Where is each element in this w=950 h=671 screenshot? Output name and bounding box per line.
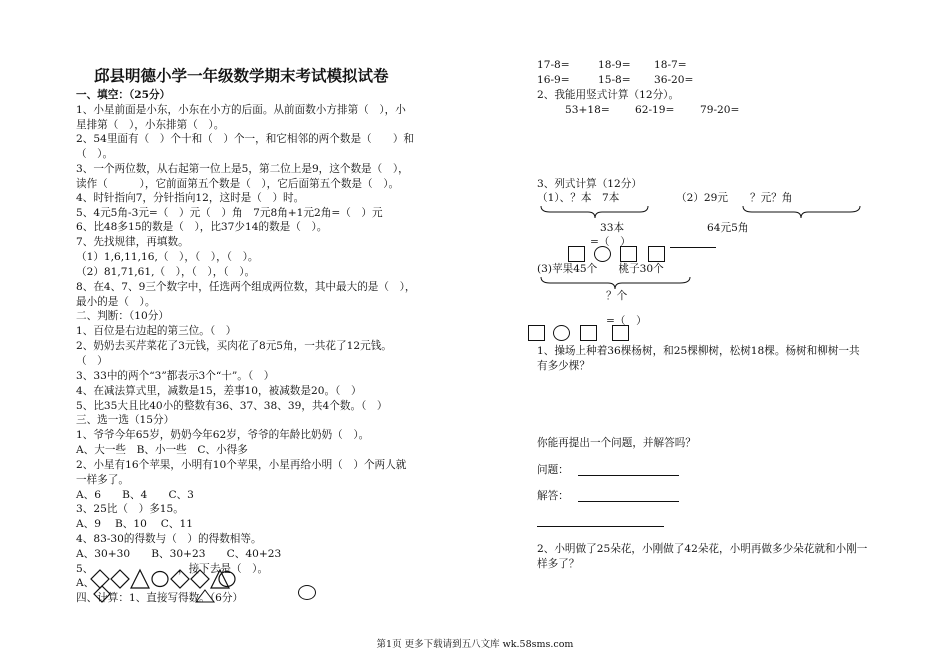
triangle-icon bbox=[196, 590, 214, 602]
answer-box[interactable] bbox=[580, 325, 597, 341]
section-judge-heading: 二、判断：（10分） bbox=[76, 310, 169, 322]
question-7-part-2: （2）81,71,61,（ ），（ ），（ ）。 bbox=[76, 266, 256, 278]
question-1-line-2: 星排第（ ），小东排第（ ）。 bbox=[76, 119, 225, 131]
answer-box[interactable] bbox=[528, 325, 545, 341]
diamond-icon bbox=[171, 570, 189, 588]
choice-4: 4、83-30的得数与（ ）的得数相等。 bbox=[76, 533, 262, 545]
choice-2-options: A、6 B、4 C、3 bbox=[76, 489, 194, 501]
application-1-line-1: 1、操场上种着36棵杨树，和25棵柳树，松树18棵。杨树和柳树一共 bbox=[537, 345, 860, 357]
answer-box[interactable] bbox=[620, 246, 637, 262]
answer-line bbox=[670, 247, 716, 248]
oral-calc-2: 18-9= bbox=[598, 59, 631, 71]
question-8-line-1: 8、在4、7、9三个数字中，任选两个组成两位数，其中最大的是（ ）， bbox=[76, 281, 416, 293]
judge-2-line-2: （ ） bbox=[76, 355, 108, 367]
choice-5-option-a: A、 bbox=[76, 577, 95, 589]
circle-icon bbox=[152, 572, 168, 587]
application-1-line-2: 有多少棵？ bbox=[537, 360, 590, 372]
triangle-icon bbox=[211, 570, 229, 588]
question-2-line-2: （ ）。 bbox=[76, 148, 114, 160]
oral-calc-6: 36-20= bbox=[654, 74, 694, 86]
problem-3-label: (3)苹果45个 桃子30个 bbox=[537, 263, 664, 275]
question-6: 6、比48多15的数是（ ），比37少14的数是（ ）。 bbox=[76, 221, 328, 233]
brace-problem-1 bbox=[540, 205, 650, 219]
word-calc-heading: 3、列式计算（12分） bbox=[537, 178, 642, 190]
vertical-calc-heading: 2、我能用竖式计算（12分）。 bbox=[537, 89, 680, 101]
application-2-line-2: 样多了？ bbox=[537, 558, 580, 570]
answer-label: 解答： bbox=[537, 490, 569, 502]
oral-calc-5: 15-8= bbox=[598, 74, 631, 86]
choice-3: 3、25比（ ）多15。 bbox=[76, 503, 184, 515]
shape-pattern bbox=[90, 568, 250, 608]
section-choice-heading: 三、选一选（15分） bbox=[76, 414, 175, 426]
question-7-part-1: （1）1,6,11,16,（ ），（ ），（ ）。 bbox=[76, 251, 259, 263]
problem-2-unknown: ？元？角 bbox=[750, 192, 793, 204]
question-3-line-2: 读作（ ），它前面第五个数是（ ），它后面第五个数是（ ）。 bbox=[76, 178, 400, 190]
oral-calc-1: 17-8= bbox=[537, 59, 570, 71]
problem-1-label: （1）、？本 7本 bbox=[537, 192, 620, 204]
vertical-calc-3: 79-20= bbox=[700, 104, 740, 116]
diamond-icon bbox=[94, 586, 110, 602]
triangle-icon bbox=[131, 570, 149, 588]
judge-2-line-1: 2、奶奶去买芹菜花了3元钱，买肉花了8元5角，一共花了12元钱。 bbox=[76, 340, 392, 352]
page-footer: 第1页 更多下载请到五八文库 wk.58sms.com bbox=[376, 639, 574, 650]
problem-2-total: 64元5角 bbox=[707, 222, 749, 234]
answer-box[interactable] bbox=[568, 246, 585, 262]
working-line bbox=[537, 526, 664, 527]
question-4: 4、时针指向7，分针指向12，这时是（ ）时。 bbox=[76, 192, 305, 204]
choice-5-suffix: ，接下去是（ ）。 bbox=[178, 563, 269, 575]
judge-1: 1、百位是右边起的第三位。（ ） bbox=[76, 325, 237, 337]
page-title: 邱县明德小学一年级数学期末考试模拟试卷 bbox=[94, 66, 389, 85]
diamond-icon bbox=[91, 570, 109, 588]
operator-circle[interactable] bbox=[553, 325, 570, 341]
equation-blank-2: =（ ） bbox=[606, 315, 647, 327]
diamond-icon bbox=[111, 570, 129, 588]
answer-box[interactable] bbox=[648, 246, 665, 262]
circle-icon bbox=[298, 585, 316, 600]
choice-2-line-2: 一样多了。 bbox=[76, 474, 129, 486]
judge-5: 5、比35大且比40小的整数有36、37、38、39，共4个数。（ ） bbox=[76, 400, 388, 412]
answer-box[interactable] bbox=[612, 325, 629, 341]
question-8-line-2: 最小的是（ ）。 bbox=[76, 296, 156, 308]
question-1-line-1: 1、小星前面是小东，小东在小方的后面。从前面数小方排第（ ），小 bbox=[76, 104, 406, 116]
problem-3-question: ？个 bbox=[606, 290, 628, 302]
application-2-line-1: 2、小明做了25朵花，小刚做了42朵花，小明再做多少朵花就和小刚一 bbox=[537, 543, 868, 555]
choice-3-options: A、9 B、10 C、11 bbox=[76, 518, 193, 530]
operator-circle[interactable] bbox=[594, 246, 611, 262]
question-2-line-1: 2、54里面有（ ）个十和（ ）个一，和它相邻的两个数是（ ）和 bbox=[76, 133, 415, 145]
choice-1-options: A、大一些 B、小一些 C、小得多 bbox=[76, 444, 248, 456]
question-3-line-1: 3、一个两位数，从右起第一位上是5，第二位上是9，这个数是（ ）， bbox=[76, 163, 409, 175]
choice-4-options: A、30+30 B、30+23 C、40+23 bbox=[76, 548, 282, 560]
diamond-icon bbox=[191, 570, 209, 588]
question-label: 问题： bbox=[537, 464, 569, 476]
vertical-calc-1: 53+18= bbox=[565, 104, 610, 116]
choice-1: 1、爷爷今年65岁，奶奶今年62岁，爷爷的年龄比奶奶（ ）。 bbox=[76, 429, 370, 441]
problem-2-price: （2）29元 bbox=[676, 192, 729, 204]
question-7: 7、先找规律，再填数。 bbox=[76, 236, 189, 248]
oral-calc-3: 18-7= bbox=[654, 59, 687, 71]
section-fill-blank-heading: 一、填空：（25分） bbox=[76, 89, 171, 101]
brace-problem-3 bbox=[540, 276, 700, 290]
answer-answer-line bbox=[578, 501, 679, 502]
judge-3: 3、33中的两个“3”都表示3个“十”。（ ） bbox=[76, 370, 275, 382]
vertical-calc-2: 62-19= bbox=[635, 104, 675, 116]
question-5: 5、4元5角-3元=（ ）元（ ）角 7元8角+1元2角=（ ）元 bbox=[76, 207, 383, 219]
oral-calc-4: 16-9= bbox=[537, 74, 570, 86]
judge-4: 4、在减法算式里，减数是15，差事10，被减数是20。（ ） bbox=[76, 385, 362, 397]
equation-blank-1: =（ ） bbox=[590, 236, 631, 248]
choice-2-line-1: 2、小星有16个苹果，小明有10个苹果，小星再给小明（ ）个两人就 bbox=[76, 459, 407, 471]
question-answer-line bbox=[578, 475, 679, 476]
problem-1-total: 33本 bbox=[600, 222, 625, 234]
extra-question-prompt: 你能再提出一个问题，并解答吗？ bbox=[537, 437, 696, 449]
choice-5-prefix: 5、 bbox=[76, 563, 94, 575]
brace-problem-2 bbox=[742, 205, 862, 219]
section-calc-heading: 四、计算：1、直接写得数。（6分） bbox=[76, 592, 244, 604]
